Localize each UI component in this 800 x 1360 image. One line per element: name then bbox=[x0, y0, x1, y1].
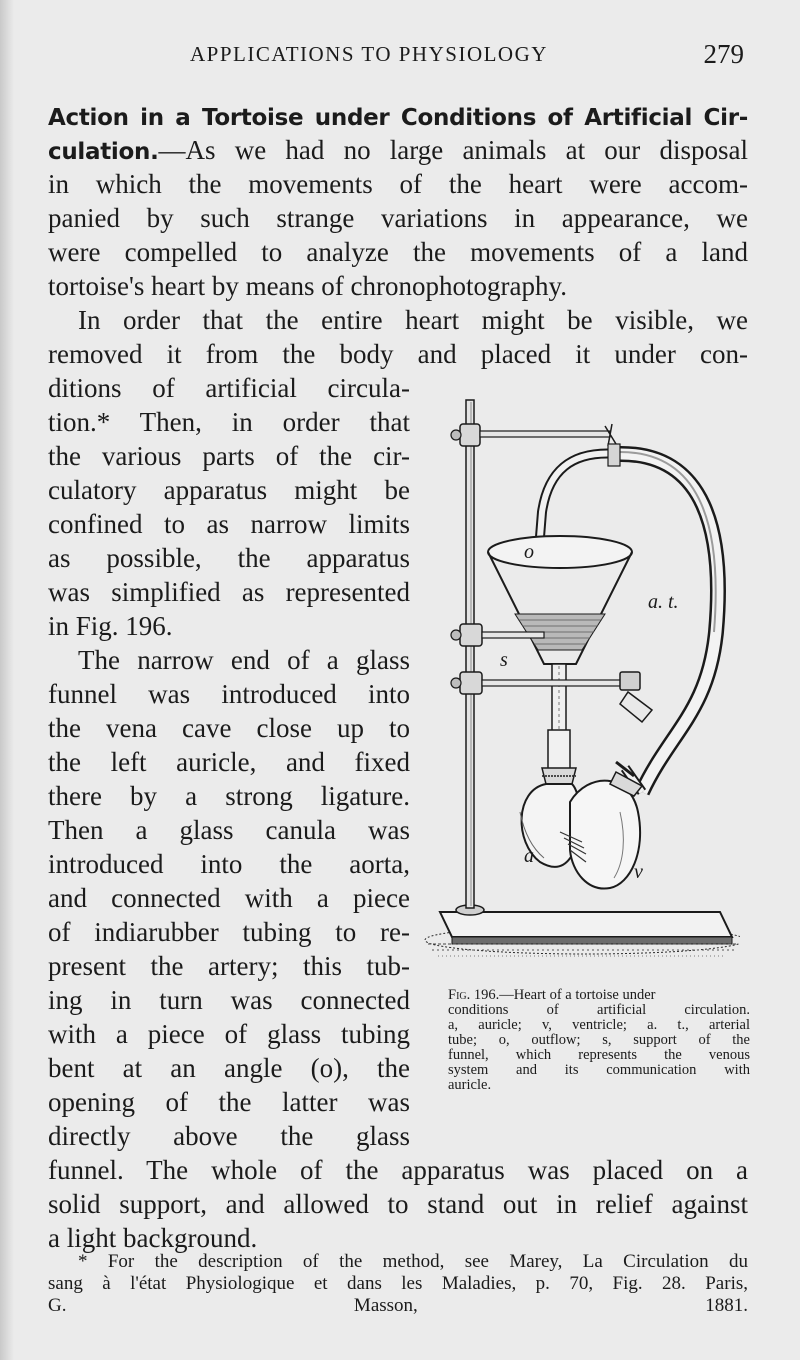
footnote-line: sang à l'état Physiologique et dans les Maladies, p. 70, Fig. 28. Paris, bbox=[48, 1273, 748, 1294]
top-clamp bbox=[451, 424, 616, 446]
text-line: there by a strong ligature. bbox=[48, 781, 410, 811]
label-a: a bbox=[524, 845, 534, 867]
footnote-line: * For the description of the method, see Marey, La Circulation du bbox=[78, 1251, 748, 1272]
text-line: were compelled to analyze the movements of a land bbox=[48, 237, 748, 267]
text-line: a light background. bbox=[48, 1223, 258, 1253]
caption-line: funnel, which represents the venous bbox=[448, 1047, 750, 1063]
text-line: tortoise's heart by means of chronophotography. bbox=[48, 271, 567, 301]
text-line: funnel was introduced into bbox=[48, 679, 410, 709]
text-line: of indiarubber tubing to re- bbox=[48, 917, 410, 947]
text-span: —As we had no large animals at our disposal bbox=[158, 135, 748, 165]
text-line: The narrow end of a glass bbox=[78, 645, 410, 675]
stand-rod bbox=[466, 400, 474, 908]
text-line: introduced into the aorta, bbox=[48, 849, 410, 879]
text-line: in which the movements of the heart were accom- bbox=[48, 169, 748, 199]
text-line: with a piece of glass tubing bbox=[48, 1019, 410, 1049]
text-line: as possible, the apparatus bbox=[48, 543, 410, 573]
base-platform bbox=[425, 905, 740, 956]
label-v: v bbox=[634, 861, 643, 883]
arterial-tube bbox=[608, 444, 718, 792]
caption-line: a, auricle; v, ventricle; a. t., arterial bbox=[448, 1017, 750, 1033]
text-line: panied by such strange variations in appearance, we bbox=[48, 203, 748, 233]
text-line: present the artery; this tub- bbox=[48, 951, 410, 981]
text-line: the vena cave close up to bbox=[48, 713, 410, 743]
text-line: culatory apparatus might be bbox=[48, 475, 410, 505]
text-line: bent at an angle (o), the bbox=[48, 1053, 410, 1083]
section-heading-tail: culation. bbox=[48, 139, 159, 165]
label-arterial-tube: a. t. bbox=[648, 591, 679, 613]
apparatus-illustration bbox=[420, 392, 740, 977]
text-line bbox=[48, 133, 748, 169]
text-line: ing in turn was connected bbox=[48, 985, 410, 1015]
text-line: solid support, and allowed to stand out in relief against bbox=[48, 1189, 748, 1219]
text-line: opening of the latter was bbox=[48, 1087, 410, 1117]
page-number: 279 bbox=[703, 39, 744, 69]
text-line: was simplified as represented bbox=[48, 577, 410, 607]
figure-caption bbox=[428, 988, 750, 1093]
text-line: funnel. The whole of the apparatus was placed on a bbox=[48, 1155, 748, 1185]
caption-line: conditions of artificial circulation. bbox=[448, 1002, 750, 1018]
figure-196 bbox=[420, 392, 740, 977]
section-heading: Action in a Tortoise under Conditions of Artificial Cir- bbox=[48, 105, 748, 131]
caption-line: auricle. bbox=[448, 1077, 492, 1093]
text-line: and connected with a piece bbox=[48, 883, 410, 913]
text-line: confined to as narrow limits bbox=[48, 509, 410, 539]
text-line: Then a glass canula was bbox=[48, 815, 410, 845]
page-edge-shadow bbox=[0, 0, 14, 1360]
text-line: the left auricle, and fixed bbox=[48, 747, 410, 777]
running-head bbox=[48, 39, 748, 72]
text-line: In order that the entire heart might be visible, we bbox=[78, 305, 748, 335]
label-o: o bbox=[524, 541, 534, 563]
text-line: the various parts of the cir- bbox=[48, 441, 410, 471]
text-line: directly above the glass bbox=[48, 1121, 410, 1151]
label-s: s bbox=[500, 649, 508, 671]
caption-line bbox=[428, 988, 750, 1003]
text-line: in Fig. 196. bbox=[48, 611, 173, 641]
caption-text: —Heart of a tortoise under bbox=[499, 987, 656, 1003]
glass-funnel bbox=[488, 536, 632, 770]
caption-line: system and its communication with bbox=[448, 1062, 750, 1078]
tortoise-heart bbox=[520, 768, 642, 889]
figure-label: Fig. 196. bbox=[448, 987, 500, 1003]
text-line bbox=[48, 99, 748, 135]
running-title: APPLICATIONS TO PHYSIOLOGY bbox=[190, 42, 548, 66]
caption-line: tube; o, outflow; s, support of the bbox=[448, 1032, 750, 1048]
footnote-line: G. Masson, 1881. bbox=[48, 1295, 748, 1316]
text-line: tion.* Then, in order that bbox=[48, 407, 410, 437]
text-line: ditions of artificial circula- bbox=[48, 373, 410, 403]
text-line: removed it from the body and placed it under con- bbox=[48, 339, 748, 369]
